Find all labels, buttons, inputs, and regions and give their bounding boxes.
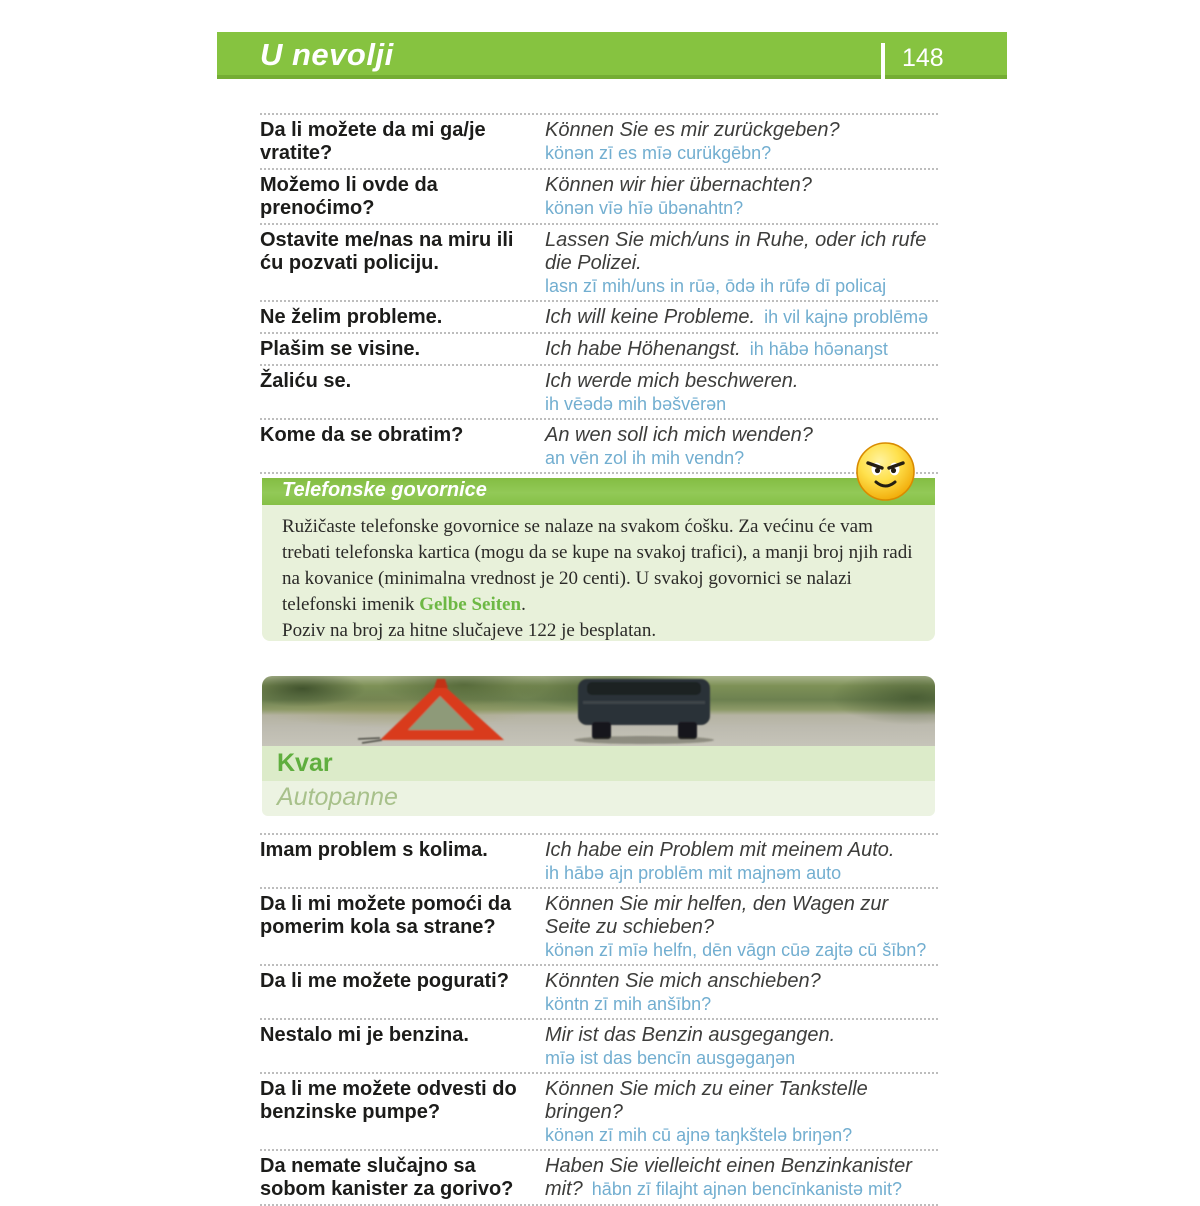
car-shape: [574, 679, 714, 744]
pronunciation: hābn zī filajht ajnən bencīnkanistə mit?: [591, 1179, 902, 1199]
section-title-band: [262, 746, 935, 781]
section-subtitle-band: [262, 781, 935, 816]
page-number: 148: [902, 44, 944, 72]
german-phrase-cell: [545, 1078, 938, 1146]
info-section-header-bar: [262, 478, 935, 505]
phrase-row: [260, 332, 938, 364]
serbian-phrase: Da li mi možete pomoći da pomerim kola sa strane?: [260, 893, 512, 938]
phrase-row: [260, 418, 938, 472]
serbian-phrase: Ostavite me/nas na miru ili ću pozvati policiju.: [260, 229, 514, 274]
german-phrase-cell: [545, 229, 938, 297]
german-phrase: Ich werde mich beschweren.: [545, 370, 799, 392]
serbian-phrase: Da li me možete pogurati?: [260, 970, 509, 992]
roadside-breakdown-photo: [262, 676, 935, 746]
phrase-row: [260, 964, 938, 1018]
section-title: Kvar: [277, 749, 333, 777]
german-phrase: Können Sie mir helfen, den Wagen zur Seite zu schieben?: [545, 893, 889, 938]
phrase-row: [260, 168, 938, 223]
serbian-phrase: Žaliću se.: [260, 370, 352, 392]
phrase-row: [260, 833, 938, 887]
angry-smiley-emoji-icon: [855, 441, 916, 502]
german-phrase: Können Sie mich zu einer Tankstelle bringen?: [545, 1078, 868, 1123]
pronunciation: ih vēədə mih bəšvērən: [545, 394, 727, 414]
german-phrase: Können Sie es mir zurückgeben?: [545, 119, 840, 141]
serbian-phrase: Nestalo mi je benzina.: [260, 1024, 469, 1046]
info-section-title: Telefonske govornice: [282, 479, 487, 501]
gelbe-seiten-highlight: Gelbe Seiten: [419, 594, 522, 615]
pronunciation: könən zī es mīə curükgēbn?: [545, 143, 772, 163]
warning-triangle-shape: [358, 679, 504, 743]
section-subtitle: Autopanne: [277, 783, 398, 811]
phrase-row: [260, 113, 938, 168]
page-header-bar: [217, 32, 1007, 79]
german-phrase: An wen soll ich mich wenden?: [545, 424, 813, 446]
german-phrase-cell: [545, 839, 938, 884]
german-phrase: Könnten Sie mich anschieben?: [545, 970, 821, 992]
german-phrase-cell: [545, 370, 938, 415]
phrase-table-top: [260, 113, 938, 474]
pronunciation: könən zī mih cū ajnə taŋkštelə briŋən?: [545, 1125, 853, 1145]
serbian-phrase: Da li možete da mi ga/je vratite?: [260, 119, 486, 164]
pronunciation: lasn zī mih/uns in rūə, ōdə ih rūfə dī policaj: [545, 276, 887, 296]
phrase-row: [260, 300, 938, 332]
german-phrase-cell: [545, 1024, 938, 1069]
german-phrase-cell: [545, 306, 938, 329]
german-phrase: Haben Sie vielleicht einen Benzinkanister mit?: [545, 1155, 912, 1200]
info-box: [262, 505, 935, 641]
german-phrase-cell: [545, 893, 938, 961]
german-phrase-cell: [545, 338, 938, 361]
german-phrase-cell: [545, 119, 938, 165]
header-divider: [881, 43, 885, 92]
serbian-phrase: Plašim se visine.: [260, 338, 421, 360]
german-phrase-cell: [545, 970, 938, 1015]
phrase-row: [260, 1018, 938, 1072]
serbian-phrase: Ne želim probleme.: [260, 306, 443, 328]
serbian-phrase: Možemo li ovde da prenoćimo?: [260, 174, 438, 219]
info-text-part2: .: [521, 594, 526, 615]
pronunciation: ih vil kajnə problēmə: [764, 307, 929, 327]
german-phrase: Können wir hier übernachten?: [545, 174, 812, 196]
serbian-phrase: Da li me možete odvesti do benzinske pumpe?: [260, 1078, 517, 1123]
pronunciation: könən zī mīə helfn, dēn vāgn cūə zajtə cū šībn?: [545, 940, 927, 960]
pronunciation: köntn zī mih anšībn?: [545, 994, 712, 1014]
pronunciation: ih hābə ajn problēm mit majnəm auto: [545, 863, 842, 883]
german-phrase: Ich habe Höhenangst.: [545, 338, 741, 360]
phrase-row: [260, 1072, 938, 1149]
serbian-phrase: Da nemate slučajno sa sobom kanister za gorivo?: [260, 1155, 514, 1200]
page-title: U nevolji: [260, 37, 394, 72]
phrase-row: [260, 364, 938, 418]
info-text-part1: Ružičaste telefonske govornice se nalaze na svakom ćošku. Za većinu će vam trebati telefonska kartica (mogu da se kupe na svakoj trafici), a manji broj njih radi na kovanice (minimalna vrednost je 20 centi). U svakoj govornici se nalazi telefonski imenik: [282, 516, 913, 615]
german-phrase: Lassen Sie mich/uns in Ruhe, oder ich rufe die Polizei.: [545, 229, 927, 274]
german-phrase-cell: [545, 1155, 938, 1201]
german-phrase: Mir ist das Benzin ausgegangen.: [545, 1024, 836, 1046]
pronunciation: an vēn zol ih mih vendn?: [545, 448, 745, 468]
phrase-row: [260, 223, 938, 300]
serbian-phrase: Kome da se obratim?: [260, 424, 464, 446]
german-phrase: Ich will keine Probleme.: [545, 306, 756, 328]
german-phrase: Ich habe ein Problem mit meinem Auto.: [545, 839, 895, 861]
phrase-table-bottom: [260, 833, 938, 1206]
pronunciation: mīə ist das bencīn ausgəgaŋən: [545, 1048, 796, 1068]
phrase-row: [260, 887, 938, 964]
serbian-phrase: Imam problem s kolima.: [260, 839, 488, 861]
info-text-line2: Poziv na broj za hitne slučajeve 122 je besplatan.: [282, 620, 657, 641]
phrase-row: [260, 1149, 938, 1204]
pronunciation: ih hābə hōənaŋst: [749, 339, 888, 359]
pronunciation: könən vīə hīə ūbənahtn?: [545, 198, 744, 218]
german-phrase-cell: [545, 174, 938, 220]
